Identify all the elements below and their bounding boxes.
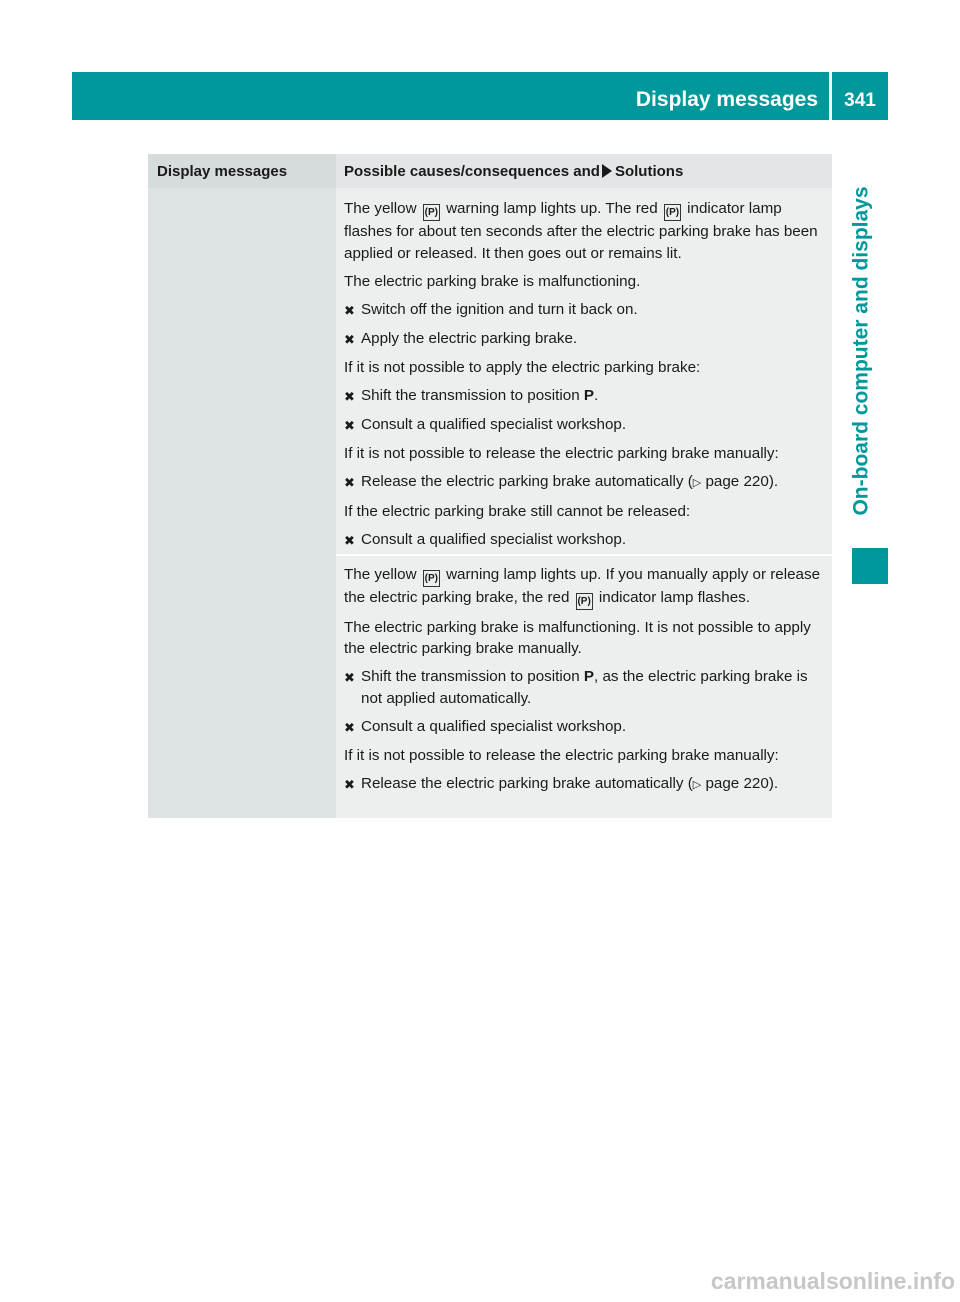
list-item: ✖ Shift the transmission to position P. bbox=[344, 385, 830, 408]
step-arrow-icon: ✖ bbox=[344, 670, 355, 685]
col-header-causes-solutions bbox=[336, 154, 832, 188]
list-item: ✖ Release the electric parking brake automatically (▷ page 220). bbox=[344, 773, 830, 797]
footer-watermark: carmanualsonline.info bbox=[710, 1268, 955, 1294]
step-arrow-icon: ✖ bbox=[344, 532, 355, 548]
table-row bbox=[344, 198, 830, 558]
col2-header-text bbox=[344, 163, 683, 180]
page-header bbox=[72, 72, 888, 120]
page-ref-link[interactable]: page 220). bbox=[705, 774, 779, 792]
step-arrow-icon: ✖ bbox=[344, 388, 355, 404]
table-row bbox=[344, 564, 830, 803]
list-item: ✖ Consult a qualified specialist workshop. bbox=[344, 716, 830, 739]
parking-brake-icon: (P) bbox=[576, 593, 593, 610]
step-arrow-icon: ✖ bbox=[344, 719, 355, 735]
page-ref-icon: ▷ bbox=[692, 476, 702, 489]
messages-table bbox=[148, 154, 832, 818]
parking-brake-icon: (P) bbox=[423, 204, 440, 221]
row2-para1: The yellow (P) warning lamp lights up. If you manually apply or release the electric parking brake, the red (P) indicator lamp flashes. bbox=[344, 564, 830, 610]
solutions-arrow-icon bbox=[602, 164, 612, 178]
step-arrow-icon: ✖ bbox=[344, 776, 355, 792]
col2-header-prefix: Possible causes/consequences and bbox=[344, 163, 600, 180]
step-arrow-icon: ✖ bbox=[344, 331, 355, 347]
row1-para1: The yellow (P) warning lamp lights up. The red (P) indicator lamp flashes for about ten seconds after the electric parking brake has been applied or released. It then goes out or remains lit. bbox=[344, 200, 818, 262]
list-item: ✖ Shift the transmission to position P, as the electric parking brake is not applied automatically. bbox=[344, 666, 830, 709]
parking-brake-icon: (P) bbox=[423, 570, 440, 587]
list-item: ✖ Apply the electric parking brake. bbox=[344, 328, 830, 351]
list-item: ✖ Switch off the ignition and turn it back on. bbox=[344, 299, 830, 322]
list-item: ✖ Release the electric parking brake automatically (▷ page 220). bbox=[344, 471, 830, 495]
row1-para2: The electric parking brake is malfunctioning. bbox=[344, 272, 641, 290]
display-message-column bbox=[148, 188, 336, 818]
row1-para5: If the electric parking brake still cannot be released: bbox=[344, 502, 691, 520]
step-arrow-icon: ✖ bbox=[344, 474, 355, 490]
parking-brake-icon: (P) bbox=[664, 204, 681, 221]
list-item: ✖ Consult a qualified specialist workshop. bbox=[344, 414, 830, 437]
header-title: Display messages bbox=[635, 88, 818, 111]
page-ref-link[interactable]: page 220). bbox=[705, 472, 779, 490]
row2-para3: If it is not possible to release the electric parking brake manually: bbox=[344, 746, 779, 764]
col-header-display-messages bbox=[148, 154, 336, 188]
step-arrow-icon: ✖ bbox=[344, 417, 355, 433]
col1-header-text: Display messages bbox=[157, 163, 288, 180]
row1-para3: If it is not possible to apply the electric parking brake: bbox=[344, 358, 701, 376]
side-tab-label: On-board computer and displays bbox=[850, 185, 873, 516]
page-number: 341 bbox=[844, 90, 876, 111]
side-tab bbox=[836, 168, 888, 533]
row2-para2: The electric parking brake is malfunctioning. It is not possible to apply the electric parking brake manually. bbox=[344, 618, 811, 657]
list-item: ✖ Consult a qualified specialist workshop. bbox=[344, 529, 830, 552]
col2-header-suffix: Solutions bbox=[614, 163, 684, 180]
side-tab-marker bbox=[852, 548, 888, 584]
row1-para4: If it is not possible to release the electric parking brake manually: bbox=[344, 444, 779, 462]
step-arrow-icon: ✖ bbox=[344, 302, 355, 318]
page-ref-icon: ▷ bbox=[692, 778, 702, 791]
